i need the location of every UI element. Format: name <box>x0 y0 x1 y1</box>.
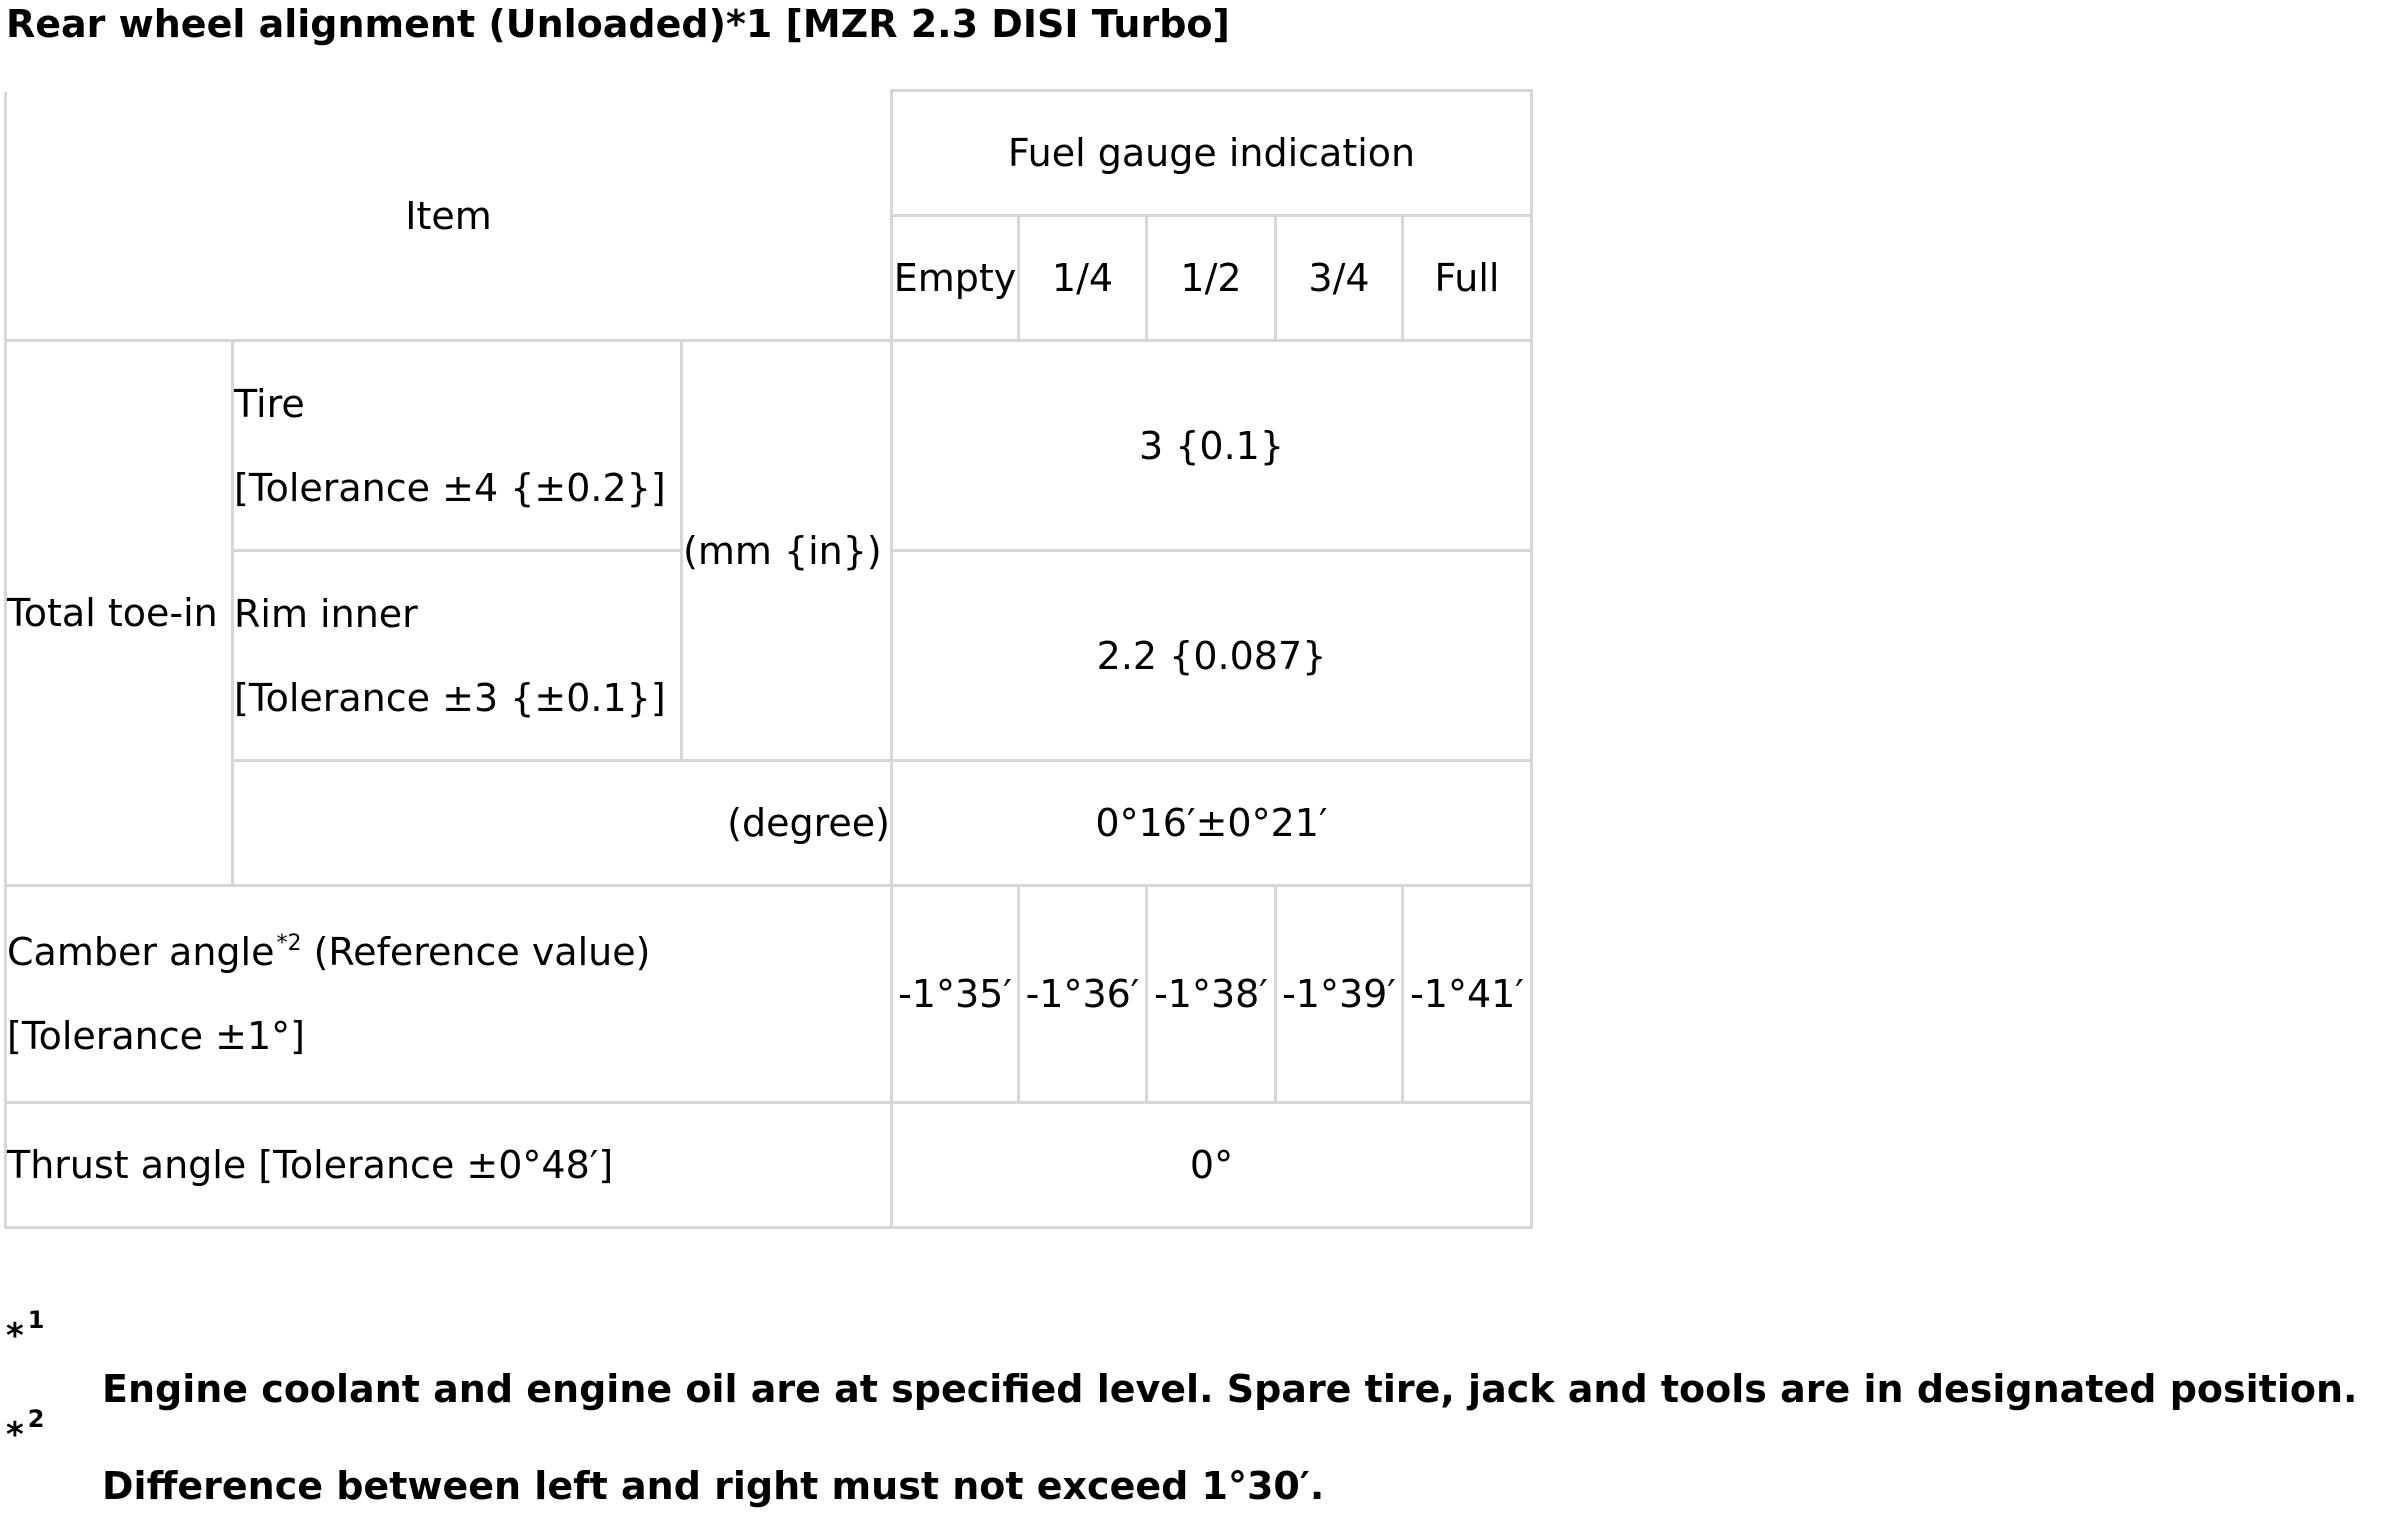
footnote-2-marker: * $^2$ <box>6 1405 45 1455</box>
page-title: Rear wheel alignment (Unloaded)*1 [MZR 2.3 DISI Turbo] <box>6 2 1230 46</box>
tire-label: Tire <box>234 381 305 426</box>
camber-angle-label: Camber angle <box>7 930 275 974</box>
camber-angle-line <box>7 910 890 994</box>
degree-unit-label: (degree) <box>233 761 892 886</box>
tire-label-cell <box>233 341 682 551</box>
camber-value-quarter: -1°36′ <box>1019 886 1147 1103</box>
camber-value-full: -1°41′ <box>1403 886 1532 1103</box>
rim-toe-value: 2.2 {0.087} <box>892 551 1532 761</box>
fuel-level-full: Full <box>1403 216 1532 341</box>
footnote-1-marker: * $^1$ <box>6 1306 45 1356</box>
item-header: Item <box>6 91 892 341</box>
footnote-2-text: Difference between left and right must not exceed 1°30′. <box>102 1464 1325 1508</box>
fuel-gauge-header: Fuel gauge indication <box>892 91 1532 216</box>
rear-wheel-alignment-table <box>4 89 1533 1229</box>
toe-degree-value: 0°16′±0°21′ <box>892 761 1532 886</box>
footnote-1-text: Engine coolant and engine oil are at specified level. Spare tire, jack and tools are in designated position. <box>102 1367 2358 1411</box>
rim-tolerance: [Tolerance ±3 {±0.1}] <box>234 675 666 720</box>
camber-angle-cell <box>6 886 892 1103</box>
camber-reference-label: (Reference value) <box>313 930 651 974</box>
rim-label-cell <box>233 551 682 761</box>
total-toe-in-label: Total toe-in <box>6 341 233 886</box>
camber-value-empty: -1°35′ <box>892 886 1019 1103</box>
camber-note-mark: *2 <box>276 931 302 956</box>
camber-tolerance: [Tolerance ±1°] <box>7 1014 305 1058</box>
tire-toe-value: 3 {0.1} <box>892 341 1532 551</box>
camber-value-three-quarter: -1°39′ <box>1276 886 1403 1103</box>
fuel-level-half: 1/2 <box>1147 216 1276 341</box>
fuel-level-empty: Empty <box>892 216 1019 341</box>
rim-inner-label: Rim inner <box>234 591 418 636</box>
thrust-angle-value: 0° <box>892 1103 1532 1228</box>
camber-value-half: -1°38′ <box>1147 886 1276 1103</box>
thrust-angle-label: Thrust angle [Tolerance ±0°48′] <box>6 1103 892 1228</box>
fuel-level-quarter: 1/4 <box>1019 216 1147 341</box>
mm-unit-label: (mm {in}) <box>682 341 892 761</box>
fuel-level-three-quarter: 3/4 <box>1276 216 1403 341</box>
tire-tolerance: [Tolerance ±4 {±0.2}] <box>234 465 666 510</box>
